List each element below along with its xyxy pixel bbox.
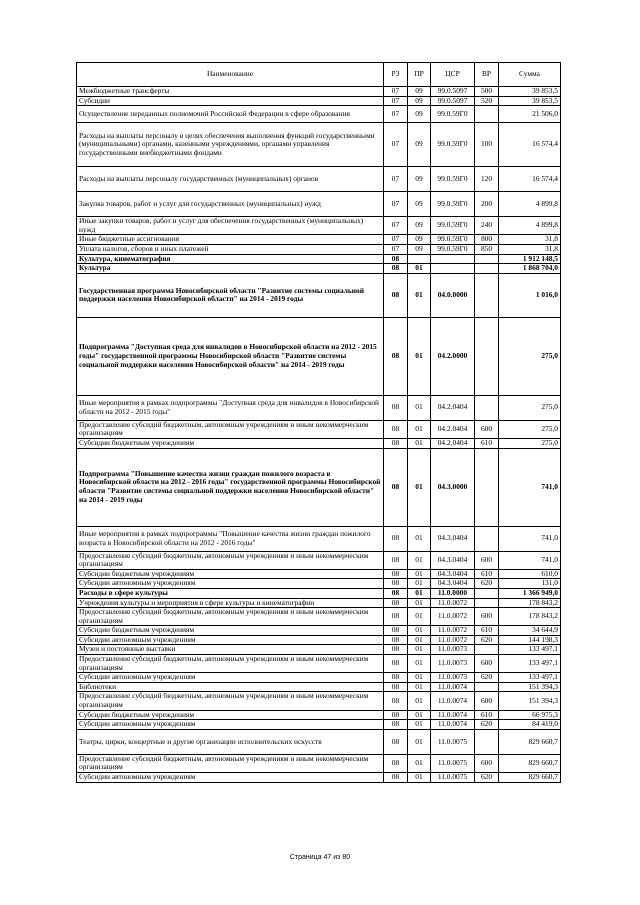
cell-csr: 11.0.0074 [431,682,475,692]
cell-sum: 275,0 [499,420,561,438]
cell-rz: 07 [384,96,408,106]
cell-csr: 99.0.59Г0 [431,192,475,217]
cell-name: Субсидии бюджетным учреждениям [77,626,384,636]
cell-pr: 01 [408,754,431,772]
table-row [77,579,561,589]
cell-pr: 01 [408,395,431,420]
cell-sum: 133 497,1 [499,655,561,673]
cell-rz: 08 [384,773,408,783]
cell-vr: 600 [475,608,499,626]
table-row [77,598,561,608]
cell-vr: 610 [475,569,499,579]
cell-csr: 04.2.0404 [431,395,475,420]
table-row [77,273,561,317]
cell-sum: 39 853,5 [499,96,561,106]
cell-pr: 01 [408,692,431,710]
cell-name: Предоставление субсидий бюджетным, автономным учреждениям и иным некоммерческим организациям [77,692,384,710]
cell-rz: 08 [384,317,408,395]
cell-name: Субсидии автономным учреждениям [77,720,384,730]
cell-vr: 610 [475,710,499,720]
cell-name: Иные закупки товаров, работ и услуг для обеспечения государственных (муниципальных) нужд [77,217,384,235]
cell-rz: 08 [384,526,408,551]
cell-name: Культура, кинематография [77,254,384,264]
cell-rz: 07 [384,217,408,235]
budget-table [76,62,561,783]
cell-sum: 131,0 [499,579,561,589]
cell-name: Субсидии автономным учреждениям [77,635,384,645]
cell-name: Библиотеки [77,682,384,692]
cell-pr: 01 [408,645,431,655]
cell-pr: 01 [408,551,431,569]
table-row [77,448,561,526]
table-row [77,317,561,395]
cell-name: Субсидии автономным учреждениям [77,579,384,589]
cell-vr [475,588,499,598]
cell-csr [431,264,475,274]
table-row [77,395,561,420]
cell-vr [475,395,499,420]
table-body [77,87,561,783]
cell-sum: 829 660,7 [499,773,561,783]
cell-vr [475,106,499,123]
cell-sum: 34 644,9 [499,626,561,636]
cell-sum: 741,0 [499,526,561,551]
cell-vr [475,448,499,526]
table-row [77,167,561,192]
cell-pr: 01 [408,317,431,395]
cell-pr [408,254,431,264]
cell-sum: 829 660,7 [499,754,561,772]
cell-pr: 01 [408,420,431,438]
cell-csr: 04.2.0404 [431,438,475,448]
header-pr: ПР [408,63,431,87]
cell-pr: 01 [408,729,431,754]
cell-csr: 99.0.59Г0 [431,106,475,123]
cell-rz: 08 [384,720,408,730]
cell-rz: 08 [384,448,408,526]
cell-rz: 08 [384,608,408,626]
cell-csr: 11.0.0075 [431,773,475,783]
cell-vr: 200 [475,192,499,217]
header-rz: РЗ [384,63,408,87]
cell-name: Субсидии [77,96,384,106]
page-number: Страница 47 из 80 [289,854,351,861]
cell-rz: 08 [384,264,408,274]
table-row [77,264,561,274]
cell-csr: 11.0.0075 [431,754,475,772]
table-row [77,254,561,264]
table-row [77,87,561,97]
cell-sum: 178 843,2 [499,608,561,626]
cell-rz: 08 [384,626,408,636]
cell-csr: 99.0.5097 [431,87,475,97]
table-row [77,192,561,217]
cell-rz: 08 [384,579,408,589]
cell-vr [475,254,499,264]
cell-name: Предоставление субсидий бюджетным, автономным учреждениям и иным некоммерческим организациям [77,420,384,438]
cell-csr: 11.0.0072 [431,608,475,626]
table-row [77,635,561,645]
cell-sum: 151 394,3 [499,682,561,692]
cell-sum: 66 975,3 [499,710,561,720]
cell-rz: 08 [384,692,408,710]
cell-pr: 01 [408,635,431,645]
table-row [77,96,561,106]
table-row [77,773,561,783]
cell-sum: 16 574,4 [499,123,561,167]
cell-name: Субсидии бюджетным учреждениям [77,710,384,720]
cell-pr: 01 [408,438,431,448]
cell-csr: 11.0.0075 [431,729,475,754]
cell-rz: 08 [384,395,408,420]
cell-pr: 01 [408,626,431,636]
cell-sum: 1 912 148,5 [499,254,561,264]
cell-sum: 610,0 [499,569,561,579]
cell-csr: 11.0.0073 [431,645,475,655]
cell-pr: 09 [408,167,431,192]
cell-vr [475,598,499,608]
cell-pr: 01 [408,710,431,720]
cell-vr: 850 [475,244,499,254]
cell-sum: 16 574,4 [499,167,561,192]
cell-name: Предоставление субсидий бюджетным, автономным учреждениям и иным некоммерческим организациям [77,551,384,569]
table-row [77,526,561,551]
cell-rz: 08 [384,551,408,569]
cell-rz: 08 [384,754,408,772]
table-row [77,244,561,254]
cell-rz: 08 [384,598,408,608]
cell-pr: 09 [408,235,431,245]
cell-sum: 144 198,3 [499,635,561,645]
table-row [77,754,561,772]
cell-vr [475,264,499,274]
cell-name: Подпрограмма "Доступная среда для инвалидов в Новосибирской области на 2012 - 2015 годы" государственной программы Новосибирской области "Развитие системы социальной поддержки населения Новосибирской области" на 2014 - 2019 годы [77,317,384,395]
cell-csr: 04.3.0404 [431,526,475,551]
table-row [77,729,561,754]
cell-sum: 4 899,8 [499,217,561,235]
cell-pr: 01 [408,673,431,683]
cell-pr: 01 [408,569,431,579]
cell-pr: 01 [408,264,431,274]
cell-pr: 09 [408,106,431,123]
table-row [77,645,561,655]
header-vr: ВР [475,63,499,87]
cell-name: Субсидии бюджетным учреждениям [77,438,384,448]
cell-name: Уплата налогов, сборов и иных платежей [77,244,384,254]
cell-vr [475,682,499,692]
table-row [77,626,561,636]
cell-sum: 21 506,0 [499,106,561,123]
cell-vr: 620 [475,720,499,730]
cell-rz: 08 [384,273,408,317]
cell-rz: 08 [384,588,408,598]
cell-rz: 08 [384,569,408,579]
cell-vr [475,317,499,395]
cell-csr: 99.0.59Г0 [431,244,475,254]
table-row [77,438,561,448]
cell-csr: 04.3.0404 [431,569,475,579]
cell-csr: 99.0.59Г0 [431,123,475,167]
cell-sum: 1 016,0 [499,273,561,317]
cell-vr: 600 [475,420,499,438]
cell-pr: 01 [408,773,431,783]
cell-rz: 08 [384,710,408,720]
cell-sum: 275,0 [499,438,561,448]
cell-vr: 100 [475,123,499,167]
cell-name: Предоставление субсидий бюджетным, автономным учреждениям и иным некоммерческим организациям [77,655,384,673]
cell-rz: 08 [384,729,408,754]
cell-pr: 09 [408,192,431,217]
cell-sum: 741,0 [499,448,561,526]
cell-vr: 620 [475,673,499,683]
cell-vr: 120 [475,167,499,192]
cell-name: Межбюджетные трансферты [77,87,384,97]
header-sum: Сумма [499,63,561,87]
cell-csr: 99.0.59Г0 [431,167,475,192]
cell-rz: 08 [384,254,408,264]
cell-name: Театры, цирки, концертные и другие организации исполнительских искусств [77,729,384,754]
cell-rz: 07 [384,167,408,192]
cell-pr: 09 [408,123,431,167]
cell-csr [431,254,475,264]
cell-vr: 600 [475,754,499,772]
cell-name: Предоставление субсидий бюджетным, автономным учреждениям и иным некоммерческим организациям [77,754,384,772]
cell-pr: 01 [408,526,431,551]
cell-sum: 31,8 [499,235,561,245]
table-row [77,217,561,235]
table-header-row [77,63,561,87]
cell-csr: 99.0.59Г0 [431,217,475,235]
cell-csr: 11.0.0074 [431,710,475,720]
cell-pr: 09 [408,217,431,235]
cell-name: Субсидии автономным учреждениям [77,673,384,683]
cell-pr: 01 [408,588,431,598]
cell-rz: 08 [384,645,408,655]
cell-name: Иные бюджетные ассигнования [77,235,384,245]
cell-rz: 08 [384,673,408,683]
cell-csr: 11.0.0074 [431,720,475,730]
cell-sum: 39 853,5 [499,87,561,97]
cell-sum: 1 366 949,0 [499,588,561,598]
table-row [77,608,561,626]
cell-name: Субсидии автономным учреждениям [77,773,384,783]
cell-vr: 610 [475,626,499,636]
cell-sum: 133 497,1 [499,645,561,655]
cell-name: Расходы на выплаты персоналу государственных (муниципальных) органов [77,167,384,192]
cell-rz: 08 [384,655,408,673]
table-row [77,588,561,598]
cell-csr: 04.0.0000 [431,273,475,317]
cell-pr: 09 [408,87,431,97]
cell-rz: 08 [384,635,408,645]
cell-vr: 520 [475,96,499,106]
cell-sum: 84 419,0 [499,720,561,730]
cell-csr: 99.0.59Г0 [431,235,475,245]
table-row [77,123,561,167]
cell-rz: 07 [384,123,408,167]
table-row [77,655,561,673]
cell-name: Закупка товаров, работ и услуг для государственных (муниципальных) нужд [77,192,384,217]
cell-name: Иные мероприятия в рамках подпрограммы "Повышение качества жизни граждан пожилого возраста в Новосибирской области на 2012 - 2016 годы" [77,526,384,551]
cell-name: Культура [77,264,384,274]
table-row [77,106,561,123]
cell-pr: 01 [408,720,431,730]
table-row [77,710,561,720]
cell-sum: 829 660,7 [499,729,561,754]
cell-name: Музеи и постоянные выставки [77,645,384,655]
cell-rz: 07 [384,192,408,217]
cell-pr: 01 [408,448,431,526]
cell-pr: 01 [408,579,431,589]
cell-sum: 133 497,1 [499,673,561,683]
cell-vr [475,645,499,655]
cell-csr: 04.3.0000 [431,448,475,526]
cell-rz: 07 [384,87,408,97]
table-row [77,235,561,245]
cell-vr [475,729,499,754]
cell-vr: 600 [475,551,499,569]
cell-vr: 500 [475,87,499,97]
cell-vr: 620 [475,579,499,589]
cell-name: Осуществление переданных полномочий Российской Федерации в сфере образования [77,106,384,123]
cell-rz: 07 [384,235,408,245]
cell-csr: 04.2.0000 [431,317,475,395]
cell-vr: 620 [475,635,499,645]
cell-rz: 07 [384,106,408,123]
table-row [77,673,561,683]
cell-vr [475,526,499,551]
header-name: Наименование [77,63,384,87]
cell-rz: 08 [384,682,408,692]
cell-vr: 240 [475,217,499,235]
table-row [77,720,561,730]
cell-pr: 01 [408,273,431,317]
header-csr: ЦСР [431,63,475,87]
cell-sum: 151 394,3 [499,692,561,710]
cell-vr: 610 [475,438,499,448]
cell-rz: 08 [384,420,408,438]
cell-vr: 620 [475,773,499,783]
cell-csr: 11.0.0000 [431,588,475,598]
cell-pr: 09 [408,244,431,254]
cell-pr: 01 [408,682,431,692]
cell-csr: 04.3.0404 [431,551,475,569]
cell-name: Учреждения культуры и мероприятия в сфере культуры и кинематографии [77,598,384,608]
cell-sum: 4 899,8 [499,192,561,217]
cell-sum: 178 843,2 [499,598,561,608]
cell-pr: 01 [408,598,431,608]
cell-pr: 01 [408,655,431,673]
cell-csr: 11.0.0073 [431,655,475,673]
cell-vr: 600 [475,692,499,710]
cell-sum: 275,0 [499,317,561,395]
cell-name: Подпрограмма "Повышение качества жизни граждан пожилого возраста в Новосибирской области на 2012 - 2016 годы" государственной программы Новосибирской области "Развитие системы социальной поддержки населения Новосибирской области" на 2014 - 2019 годы [77,448,384,526]
cell-sum: 275,0 [499,395,561,420]
cell-csr: 11.0.0073 [431,673,475,683]
cell-csr: 99.0.5097 [431,96,475,106]
cell-csr: 11.0.0072 [431,598,475,608]
cell-csr: 11.0.0072 [431,635,475,645]
cell-vr [475,273,499,317]
cell-name: Расходы на выплаты персоналу в целях обеспечения выполнения функций государственными (муниципальными) органами, казенными учреждениями, органами управления государственными внебюджетными фондами [77,123,384,167]
cell-name: Предоставление субсидий бюджетным, автономным учреждениям и иным некоммерческим организациям [77,608,384,626]
cell-name: Субсидии бюджетным учреждениям [77,569,384,579]
cell-csr: 11.0.0074 [431,692,475,710]
cell-name: Иные мероприятия в рамках подпрограммы "Доступная среда для инвалидов в Новосибирской области на 2012 - 2015 годы" [77,395,384,420]
table-row [77,692,561,710]
cell-csr: 11.0.0072 [431,626,475,636]
cell-pr: 01 [408,608,431,626]
cell-rz: 08 [384,438,408,448]
cell-sum: 741,0 [499,551,561,569]
cell-csr: 04.3.0404 [431,579,475,589]
cell-pr: 09 [408,96,431,106]
table-row [77,420,561,438]
cell-name: Государственная программа Новосибирской области "Развитие системы социальной поддержки населения Новосибирской области" на 2014 - 2019 годы [77,273,384,317]
cell-vr: 800 [475,235,499,245]
cell-name: Расходы в сфере культуры [77,588,384,598]
table-row [77,682,561,692]
cell-sum: 31,8 [499,244,561,254]
table-row [77,551,561,569]
cell-vr: 600 [475,655,499,673]
cell-csr: 04.2.0404 [431,420,475,438]
cell-sum: 1 868 704,0 [499,264,561,274]
cell-rz: 07 [384,244,408,254]
table-row [77,569,561,579]
